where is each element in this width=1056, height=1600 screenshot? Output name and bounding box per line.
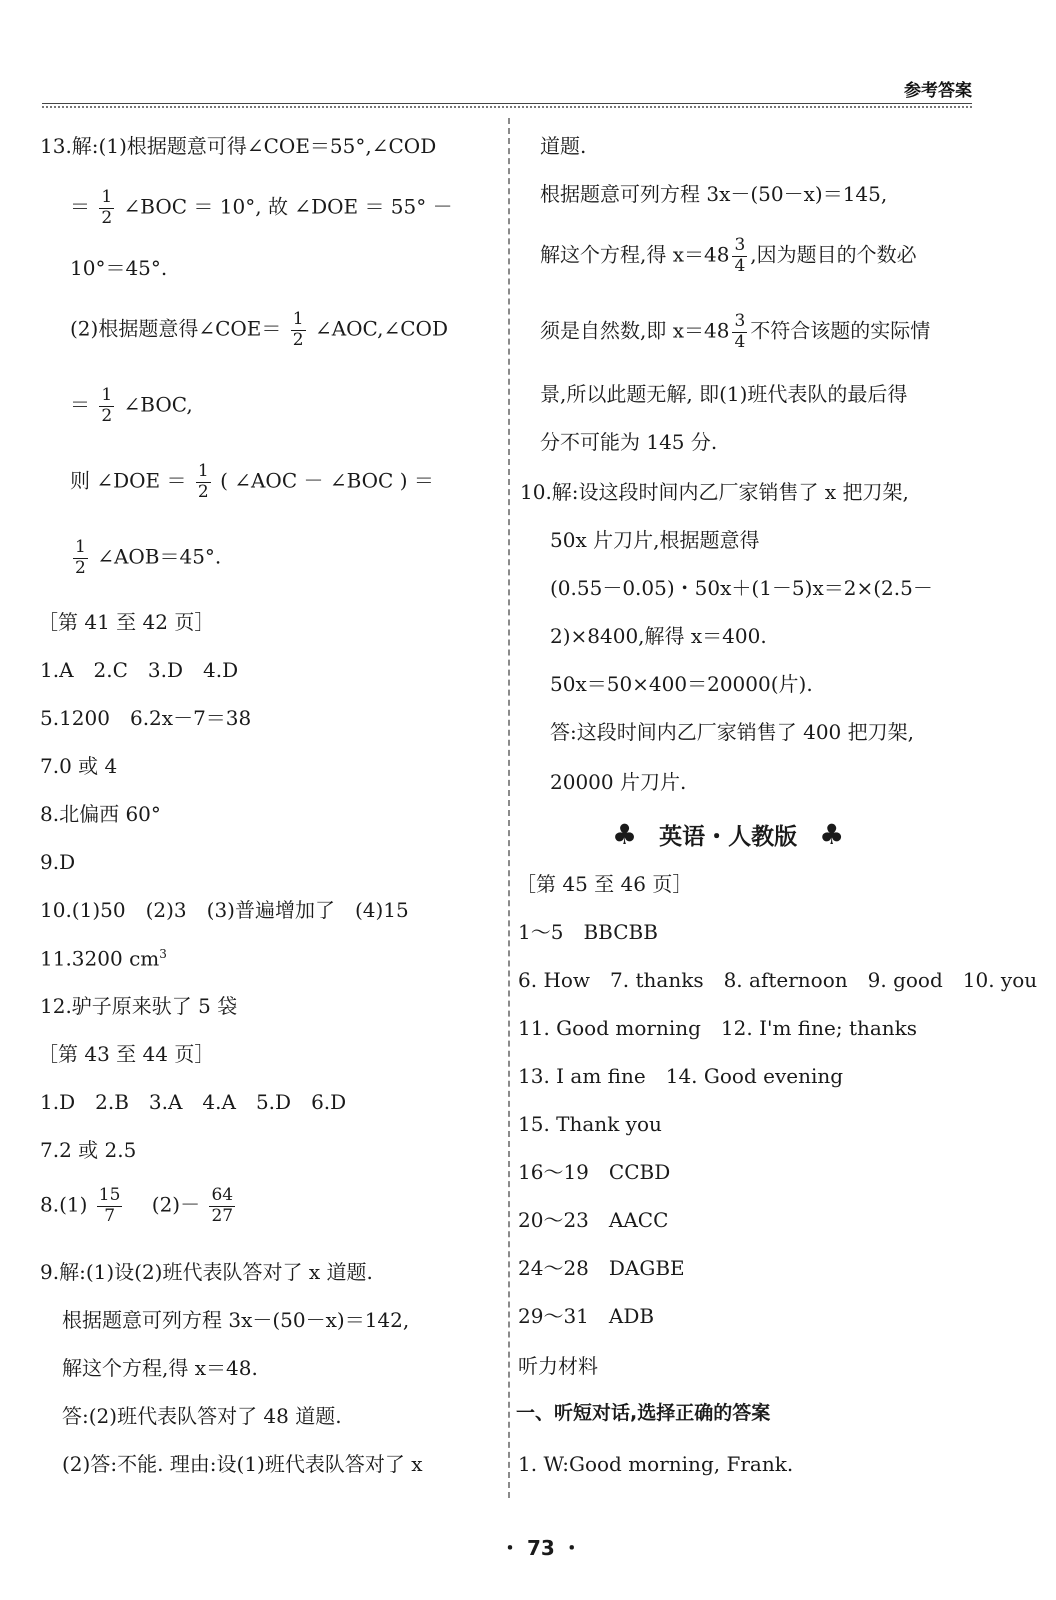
fraction-64-27 (209, 1186, 235, 1226)
fraction-numerator: 3 (734, 311, 746, 331)
header-title: 参考答案 (904, 81, 972, 101)
q13-line-5-pre: ＝ (70, 392, 90, 417)
right-line-1: 道题. (540, 134, 587, 158)
right-line-2: 根据题意可列方程 3x－(50－x)＝145, (540, 182, 888, 206)
english-line-7: 20～23 AACC (518, 1208, 669, 1232)
q13-line-4 (70, 310, 448, 350)
fraction-numerator: 1 (75, 537, 86, 557)
fraction-denominator: 2 (197, 481, 209, 502)
answer-41-line-2: 5.1200 6.2x－7＝38 (40, 706, 252, 730)
right-line-4-post: 不符合该题的实际情 (750, 318, 931, 343)
english-line-3: 11. Good morning 12. I'm fine; thanks (518, 1016, 918, 1040)
column-divider (508, 118, 510, 1498)
section-title-text: 英语・人教版 (659, 824, 798, 850)
english-line-12: 1. W:Good morning, Frank. (518, 1452, 794, 1476)
q13-line-6-post: ( ∠AOC － ∠BOC ) ＝ (220, 468, 434, 493)
fraction-denominator: 2 (101, 207, 113, 228)
fraction-half (73, 538, 88, 578)
q13-line-4-pre: (2)根据题意得∠COE＝ (70, 316, 282, 341)
english-line-6: 16～19 CCBD (518, 1160, 671, 1184)
right-line-13: 20000 片刀片. (550, 770, 687, 794)
answer-41-line-7 (40, 948, 167, 969)
answer-41-line-8: 12.驴子原来驮了 5 袋 (40, 994, 238, 1018)
right-line-5: 景,所以此题无解, 即(1)班代表队的最后得 (540, 382, 908, 406)
section-header-43: ［第 43 至 44 页］ (38, 1042, 215, 1066)
right-line-11: 50x＝50×400＝20000(片). (550, 672, 813, 696)
right-line-12: 答:这段时间内乙厂家销售了 400 把刀架, (550, 720, 914, 744)
q13-line-1: 13.解:(1)根据题意可得∠COE＝55°,∠COD (40, 134, 437, 158)
answer-43-line-1: 1.D 2.B 3.A 4.A 5.D 6.D (40, 1090, 347, 1114)
answer-43-line-3-pre: 8.(1) (40, 1192, 88, 1217)
fraction-numerator: 1 (101, 385, 113, 405)
fraction-numerator: 1 (101, 187, 113, 207)
fraction-numerator: 15 (98, 1185, 121, 1205)
fraction-denominator: 4 (734, 255, 746, 276)
english-line-11: 一、听短对话,选择正确的答案 (516, 1402, 771, 1424)
q9-line-3: 解这个方程,得 x＝48. (62, 1356, 258, 1380)
q13-line-3: 10°＝45°. (70, 256, 168, 280)
right-line-10: 2)×8400,解得 x＝400. (550, 624, 767, 648)
english-line-4: 13. I am fine 14. Good evening (518, 1064, 844, 1088)
english-line-5: 15. Thank you (518, 1112, 662, 1136)
english-line-1: 1～5 BBCBB (518, 920, 658, 944)
right-line-8: 50x 片刀片,根据题意得 (550, 528, 760, 552)
right-line-7: 10.解:设这段时间内乙厂家销售了 x 把刀架, (520, 480, 909, 504)
fraction-15-7 (97, 1186, 123, 1226)
q13-line-7-post: ∠AOB＝45°. (97, 544, 222, 569)
answer-41-line-3: 7.0 或 4 (40, 754, 118, 778)
q13-line-5-post: ∠BOC, (123, 392, 193, 417)
fraction-denominator: 4 (734, 331, 746, 352)
right-line-3-post: ,因为题目的个数必 (750, 242, 917, 267)
answer-41-line-7-text: 11.3200 cm (40, 946, 160, 971)
answer-41-line-1: 1.A 2.C 3.D 4.D (40, 658, 239, 682)
fraction-numerator: 3 (734, 235, 746, 255)
english-line-8: 24～28 DAGBE (518, 1256, 685, 1280)
q9-line-2: 根据题意可列方程 3x－(50－x)＝142, (62, 1308, 410, 1332)
right-line-3 (540, 236, 917, 276)
page-number: ・ 73 ・ (500, 1536, 582, 1560)
q13-line-7 (70, 538, 221, 578)
q13-line-5 (70, 386, 193, 426)
fraction-half (196, 462, 211, 502)
english-line-10: 听力材料 (518, 1354, 598, 1378)
answer-43-line-3-mid: (2)－ (131, 1192, 201, 1217)
fraction-three-quarters (732, 312, 747, 352)
fraction-numerator: 1 (292, 309, 304, 329)
fraction-denominator: 2 (101, 405, 113, 426)
q13-line-2-post: ∠BOC ＝ 10°, 故 ∠DOE ＝ 55° － (123, 194, 453, 219)
right-line-6: 分不可能为 145 分. (540, 430, 718, 454)
fraction-half (99, 386, 114, 426)
fraction-half (99, 188, 114, 228)
q13-line-6 (70, 462, 434, 502)
right-line-9: (0.55－0.05)・50x＋(1－5)x＝2×(2.5－ (550, 576, 933, 600)
q13-line-2 (70, 188, 453, 228)
section-title-english (612, 818, 844, 851)
right-line-4 (540, 312, 930, 352)
q9-line-5: (2)答:不能. 理由:设(1)班代表队答对了 x (62, 1452, 423, 1476)
section-header-45: ［第 45 至 46 页］ (516, 872, 693, 896)
fraction-three-quarters (732, 236, 747, 276)
q9-line-4: 答:(2)班代表队答对了 48 道题. (62, 1404, 342, 1428)
english-line-2: 6. How 7. thanks 8. afternoon 9. good 10. you (518, 968, 1038, 992)
fraction-denominator: 2 (75, 557, 86, 578)
fraction-numerator: 1 (197, 461, 209, 481)
fraction-denominator: 2 (292, 329, 304, 350)
superscript: 3 (159, 947, 167, 961)
answer-41-line-6: 10.(1)50 (2)3 (3)普遍增加了 (4)15 (40, 898, 409, 922)
q13-line-2-pre: ＝ (70, 194, 90, 219)
q13-line-4-post: ∠AOC,∠COD (314, 316, 448, 341)
q13-line-6-pre: 则 ∠DOE ＝ (70, 468, 187, 493)
answer-43-line-2: 7.2 或 2.5 (40, 1138, 137, 1162)
club-suit-icon: ♣ (612, 818, 638, 851)
right-line-4-pre: 须是自然数,即 x＝48 (540, 318, 730, 343)
answer-41-line-4: 8.北偏西 60° (40, 802, 161, 826)
section-header-41: ［第 41 至 42 页］ (38, 610, 215, 634)
fraction-denominator: 27 (211, 1205, 234, 1226)
answer-41-line-5: 9.D (40, 850, 76, 874)
english-line-9: 29～31 ADB (518, 1304, 655, 1328)
fraction-denominator: 7 (104, 1205, 116, 1226)
fraction-numerator: 64 (211, 1185, 234, 1205)
fraction-half (291, 310, 306, 350)
header-rule (42, 103, 972, 108)
club-suit-icon: ♣ (819, 818, 845, 851)
q9-line-1: 9.解:(1)设(2)班代表队答对了 x 道题. (40, 1260, 373, 1284)
answer-43-line-3 (40, 1186, 238, 1226)
right-line-3-pre: 解这个方程,得 x＝48 (540, 242, 730, 267)
